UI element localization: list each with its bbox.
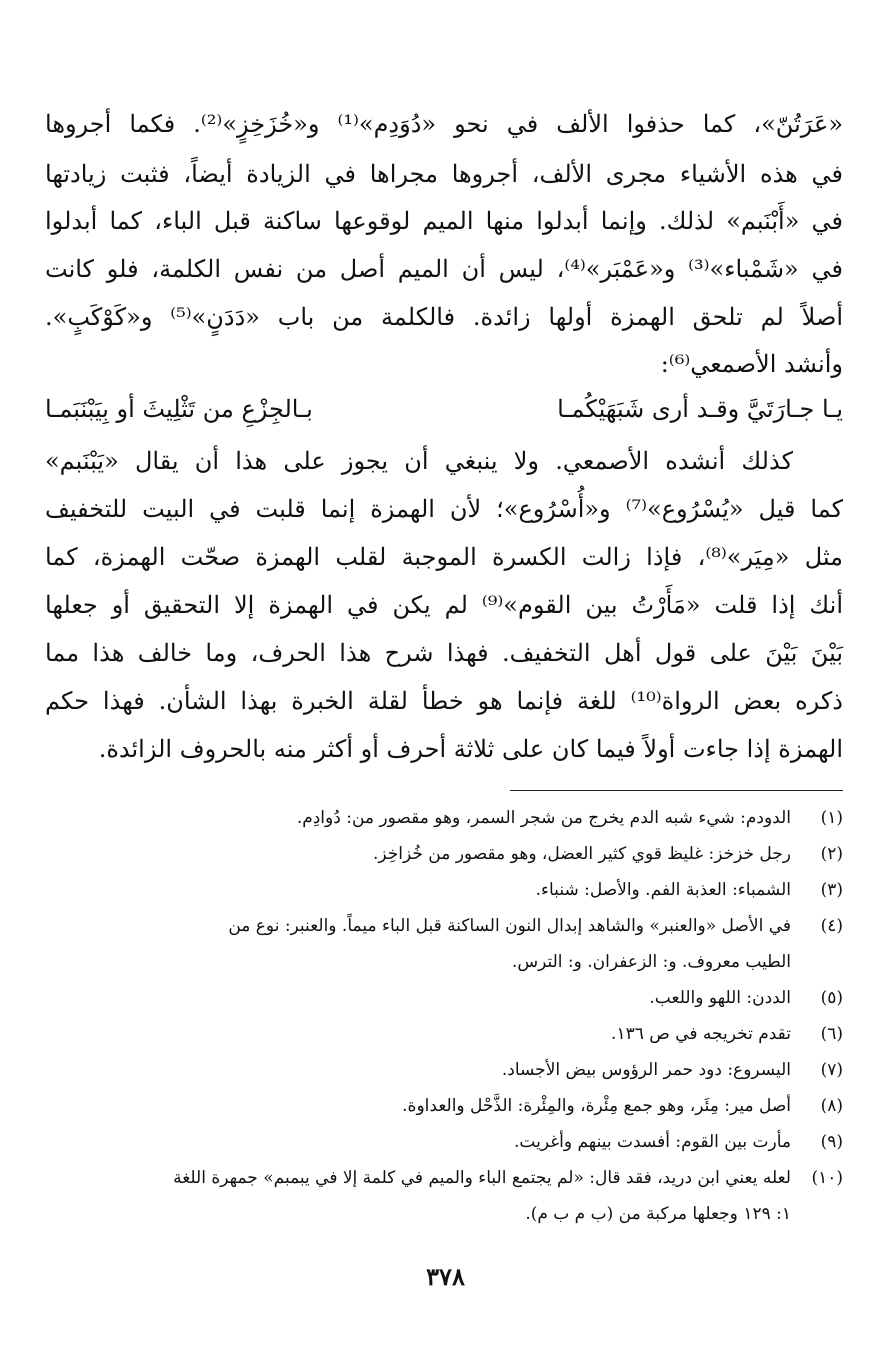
body-line: «عَرَتُنّ»، كما حذفوا الألف في نحو «دُوَدِم»⁽¹⁾ و«خُزَخِزٍ»⁽²⁾. فكما أجروها bbox=[45, 110, 843, 138]
body-line: مثل «مِيَر»⁽⁸⁾، فإذا زالت الكسرة الموجبة لقلب الهمزة صحّت الهمزة، كما bbox=[45, 543, 844, 571]
body-line: في هذه الأشياء مجرى الألف، أجروها مجراها في الزيادة أيضاً، فثبت زيادتها bbox=[45, 160, 843, 188]
footnote-continuation: الطيب معروف. و: الزعفران. و: الترس. bbox=[511, 952, 791, 972]
footnote-number: (٥) bbox=[820, 988, 843, 1008]
footnote-number: (٨) bbox=[820, 1096, 843, 1116]
footnote-number: (٢) bbox=[820, 844, 843, 864]
footnote bbox=[110, 908, 843, 944]
footnote-number: (٩) bbox=[820, 1132, 843, 1152]
footnote bbox=[110, 1160, 843, 1196]
footnote bbox=[110, 836, 843, 872]
footnote bbox=[110, 980, 843, 1016]
body-line: الهمزة إذا جاءت أولاً فيما كان على ثلاثة أحرف أو أكثر منه بالحروف الزائدة. bbox=[98, 735, 843, 763]
footnote-text: مأرت بين القوم: أفسدت بينهم وأغريت. bbox=[514, 1132, 791, 1152]
footnote bbox=[110, 800, 843, 836]
footnote-continuation: ١: ١٢٩ وجعلها مركبة من (ب م ب م). bbox=[525, 1204, 791, 1224]
body-line: في «أَبْنَبم» لذلك. وإنما أبدلوا منها الميم لوقوعها ساكنة قبل الباء، كما أبدلوا bbox=[45, 207, 843, 235]
body-line: أصلاً لم تلحق الهمزة أولها زائدة. فالكلمة من باب «دَدَنٍ»⁽⁵⁾ و«كَوْكَبٍ». bbox=[45, 303, 843, 331]
footnote-number: (١) bbox=[820, 808, 843, 828]
poem-second-hemistich: بـالجِزْعِ من تَثْلِيثَ أو بِيَبْنَبَمـا bbox=[45, 395, 313, 423]
body-line: بَيْنَ بَيْنَ على قول أهل التخفيف. فهذا شرح هذا الحرف، وما خالف هذا مما bbox=[45, 639, 844, 667]
footnote bbox=[110, 872, 843, 908]
body-line: كذلك أنشده الأصمعي. ولا ينبغي أن يجوز على هذا أن يقال «يَبْنَبم» bbox=[45, 447, 793, 475]
footnote-text: في الأصل «والعنبر» والشاهد إبدال النون الساكنة قبل الباء ميماً. والعنبر: نوع من bbox=[228, 916, 791, 936]
poem-first-hemistich: يـا جـارَتَيَّ وقـد أرى شَبَهَيْكُمـا bbox=[557, 395, 843, 423]
footnote-text: اليسروع: دود حمر الرؤوس بيض الأجساد. bbox=[501, 1060, 791, 1080]
footnote-text: الدودم: شيء شبه الدم يخرج من شجر السمر، وهو مقصور من: دُوادِم. bbox=[296, 808, 791, 828]
footnote-separator bbox=[510, 790, 843, 791]
body-line: أنك إذا قلت «مَأَرْتُ بين القوم»⁽⁹⁾ لم يكن في الهمزة إلا التحقيق أو جعلها bbox=[45, 591, 843, 619]
body-line: في «شَمْباء»⁽³⁾ و«عَمْبَر»⁽⁴⁾، ليس أن الميم أصل من نفس الكلمة، فلو كانت bbox=[45, 255, 843, 283]
body-line: وأنشد الأصمعي⁽⁶⁾: bbox=[660, 350, 843, 378]
footnote-text: رجل خزخز: غليظ قوي كثير العضل، وهو مقصور من خُزاخِز. bbox=[372, 844, 791, 864]
footnote bbox=[110, 1016, 843, 1052]
footnote-number: (٧) bbox=[820, 1060, 843, 1080]
footnote-number: (٤) bbox=[820, 916, 843, 936]
footnote bbox=[110, 1088, 843, 1124]
footnote-text: أصل مير: مِئَر، وهو جمع مِئْرة، والمِئْرة: الذَّحْل والعداوة. bbox=[402, 1096, 791, 1116]
poem-verse bbox=[45, 385, 843, 433]
footnote-number: (٣) bbox=[820, 880, 843, 900]
body-line: كما قيل «يُسْرُوع»⁽⁷⁾ و«أُسْرُوع»؛ لأن الهمزة إنما قلبت في البيت للتخفيف bbox=[45, 495, 843, 523]
page-number: ٣٧٨ bbox=[426, 1262, 465, 1291]
footnote bbox=[110, 1124, 843, 1160]
footnote bbox=[110, 1052, 843, 1088]
body-line: ذكره بعض الرواة⁽¹⁰⁾ للغة فإنما هو خطأ لقلة الخبرة بهذا الشأن. فهذا حكم bbox=[45, 687, 843, 715]
footnote-text: الشمباء: العذبة الفم. والأصل: شنباء. bbox=[535, 880, 791, 900]
footnote-number: (٦) bbox=[820, 1024, 843, 1044]
footnote-text: الددن: اللهو واللعب. bbox=[649, 988, 791, 1008]
footnote-number: (١٠) bbox=[811, 1168, 843, 1188]
footnote-text: تقدم تخريجه في ص ١٣٦. bbox=[611, 1024, 791, 1044]
footnote-text: لعله يعني ابن دريد، فقد قال: «لم يجتمع الباء والميم في كلمة إلا في يبمبم» جمهرة اللغة bbox=[173, 1168, 791, 1188]
